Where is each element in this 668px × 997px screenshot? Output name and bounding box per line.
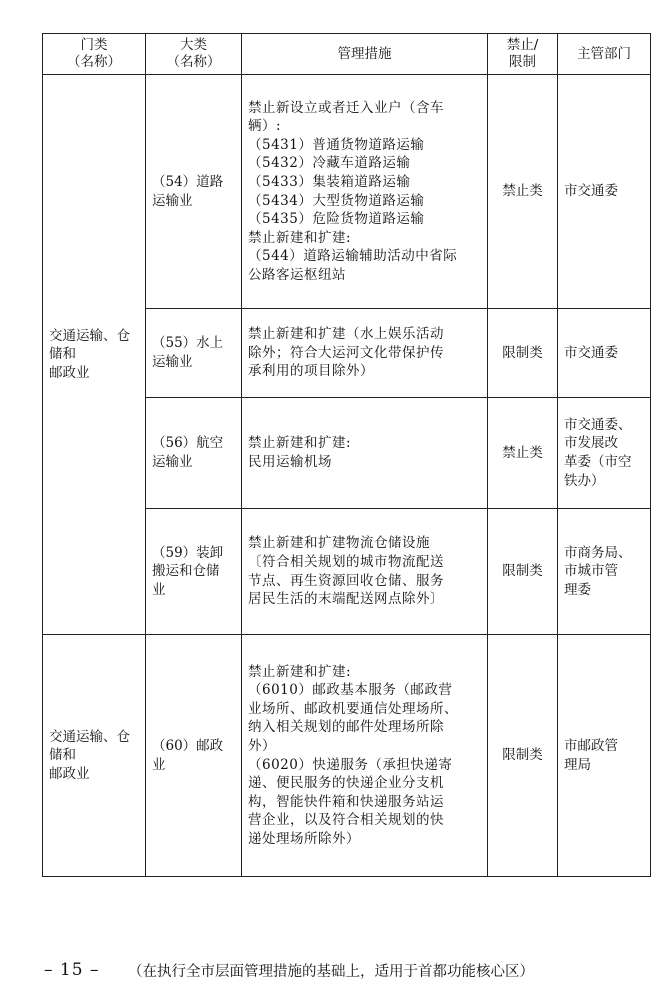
menlei-cell: 交通运输、仓 储和 邮政业	[43, 635, 146, 877]
measures-cell: 禁止新建和扩建物流仓储设施 〔符合相关规划的城市物流配送 节点、再生资源回收仓储、服务 居民生活的末端配送网点除外〕	[242, 509, 488, 635]
department-cell: 市交通委	[558, 75, 651, 309]
table-row	[43, 75, 651, 309]
restriction-cell: 限制类	[488, 309, 558, 398]
header-menlei: 门类 （名称）	[43, 34, 146, 75]
header-measures: 管理措施	[242, 34, 488, 75]
dalei-cell: （60）邮政 业	[146, 635, 242, 877]
measures-cell: 禁止新建和扩建（水上娱乐活动 除外；符合大运河文化带保护传 承利用的项目除外）	[242, 309, 488, 398]
header-dalei: 大类 （名称）	[146, 34, 242, 75]
header-restriction: 禁止/ 限制	[488, 34, 558, 75]
dalei-cell: （55）水上 运输业	[146, 309, 242, 398]
restriction-cell: 禁止类	[488, 75, 558, 309]
measures-cell: 禁止新设立或者迁入业户（含车 辆）: （5431）普通货物道路运输 （5432）冷藏车道路运输 （5433）集装箱道路运输 （5434）大型货物道路运输 （5435）危险货物道路运输 禁止新建和扩建: （544）道路运输辅助活动中省际 公路客运枢纽站	[242, 75, 488, 309]
table-header-row	[43, 34, 651, 75]
menlei-cell: 交通运输、仓 储和 邮政业	[43, 75, 146, 635]
footer-note: （在执行全市层面管理措施的基础上，适用于首都功能核心区）	[128, 964, 534, 980]
page-number: – 15 –	[44, 960, 100, 980]
dalei-cell: （59）装卸 搬运和仓储 业	[146, 509, 242, 635]
department-cell: 市交通委、 市发展改 革委（市空 铁办）	[558, 398, 651, 509]
department-cell: 市商务局、 市城市管 理委	[558, 509, 651, 635]
department-cell: 市交通委	[558, 309, 651, 398]
management-measures-table	[42, 33, 651, 877]
restriction-cell: 禁止类	[488, 398, 558, 509]
measures-cell: 禁止新建和扩建: （6010）邮政基本服务（邮政营 业场所、邮政机要通信处理场所、 纳入相关规划的邮件处理场所除 外） （6020）快递服务（承担快递寄 递、便民服务的快递企业分支机 构，智能快件箱和快递服务站运 营企业，以及符合相关规划的快 递处理场所除外）	[242, 635, 488, 877]
department-cell: 市邮政管 理局	[558, 635, 651, 877]
restriction-cell: 限制类	[488, 509, 558, 635]
table-row	[43, 635, 651, 877]
header-department: 主管部门	[558, 34, 651, 75]
dalei-cell: （54）道路 运输业	[146, 75, 242, 309]
restriction-cell: 限制类	[488, 635, 558, 877]
measures-cell: 禁止新建和扩建: 民用运输机场	[242, 398, 488, 509]
dalei-cell: （56）航空 运输业	[146, 398, 242, 509]
